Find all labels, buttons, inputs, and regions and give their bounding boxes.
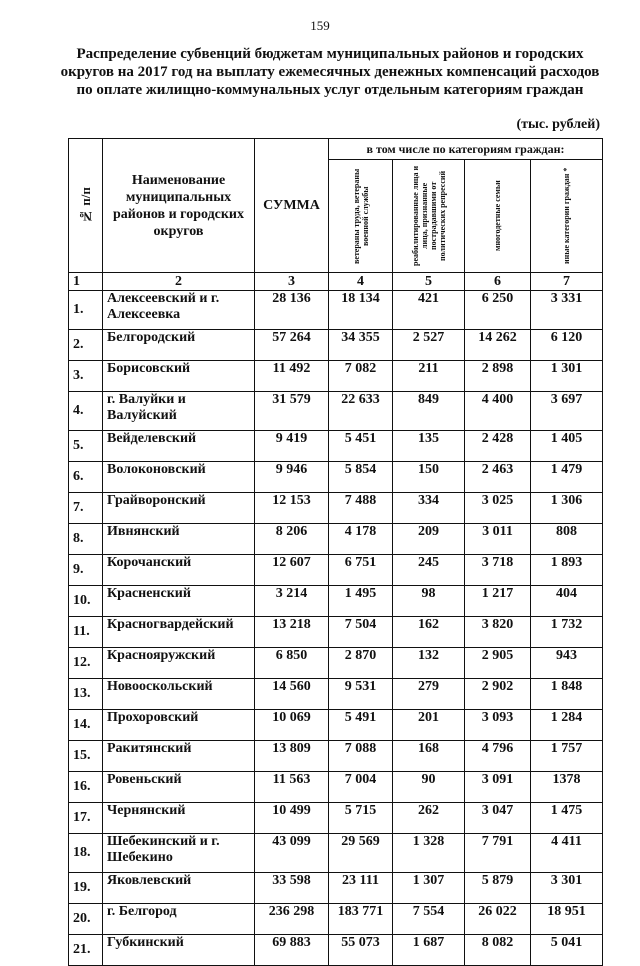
cat2-value: 2 527 xyxy=(393,330,465,361)
cat1-value: 6 751 xyxy=(329,555,393,586)
sum-value: 236 298 xyxy=(255,904,329,935)
row-number: 1. xyxy=(69,291,103,330)
table-row xyxy=(69,710,603,741)
table-row xyxy=(69,524,603,555)
sum-value: 9 946 xyxy=(255,462,329,493)
sum-value: 3 214 xyxy=(255,586,329,617)
cat4-value: 1 479 xyxy=(531,462,603,493)
table-row xyxy=(69,741,603,772)
header-name: Наименование муниципальных районов и городских округов xyxy=(103,139,255,273)
cat3-value: 3 047 xyxy=(465,803,531,834)
cat3-value: 2 898 xyxy=(465,361,531,392)
cat3-value: 14 262 xyxy=(465,330,531,361)
district-name: Губкинский xyxy=(103,935,255,966)
cat2-value: 1 687 xyxy=(393,935,465,966)
district-name: Грайворонский xyxy=(103,493,255,524)
units-label: (тыс. рублей) xyxy=(516,117,600,132)
row-number: 3. xyxy=(69,361,103,392)
subsidy-table xyxy=(68,138,603,966)
header-cat4: иные категории граждан * xyxy=(531,160,603,273)
table-row xyxy=(69,834,603,873)
cat1-value: 4 178 xyxy=(329,524,393,555)
cat1-value: 5 451 xyxy=(329,431,393,462)
row-number: 5. xyxy=(69,431,103,462)
sum-value: 8 206 xyxy=(255,524,329,555)
cat2-value: 7 554 xyxy=(393,904,465,935)
district-name: Волоконовский xyxy=(103,462,255,493)
cat3-value: 6 250 xyxy=(465,291,531,330)
row-number: 18. xyxy=(69,834,103,873)
cat4-value: 6 120 xyxy=(531,330,603,361)
row-number: 2. xyxy=(69,330,103,361)
cat3-value: 2 905 xyxy=(465,648,531,679)
cat4-value: 1 284 xyxy=(531,710,603,741)
cat2-value: 262 xyxy=(393,803,465,834)
cat2-value: 211 xyxy=(393,361,465,392)
district-name: Ровеньский xyxy=(103,772,255,803)
cat4-value: 1 301 xyxy=(531,361,603,392)
table-row xyxy=(69,462,603,493)
table-row xyxy=(69,873,603,904)
cat2-value: 849 xyxy=(393,392,465,431)
cat3-value: 26 022 xyxy=(465,904,531,935)
cat2-value: 150 xyxy=(393,462,465,493)
cat1-value: 34 355 xyxy=(329,330,393,361)
district-name: Ивнянский xyxy=(103,524,255,555)
row-number: 17. xyxy=(69,803,103,834)
district-name: Борисовский xyxy=(103,361,255,392)
cat2-value: 334 xyxy=(393,493,465,524)
sum-value: 12 153 xyxy=(255,493,329,524)
table-row xyxy=(69,392,603,431)
row-number: 13. xyxy=(69,679,103,710)
cat4-value: 1 848 xyxy=(531,679,603,710)
cat4-value: 943 xyxy=(531,648,603,679)
table-row xyxy=(69,586,603,617)
cat1-value: 7 004 xyxy=(329,772,393,803)
cat1-value: 7 504 xyxy=(329,617,393,648)
cat1-value: 7 088 xyxy=(329,741,393,772)
table-row xyxy=(69,617,603,648)
col-number-2: 2 xyxy=(103,273,255,291)
district-name: Белгородский xyxy=(103,330,255,361)
table-row xyxy=(69,361,603,392)
cat3-value: 5 879 xyxy=(465,873,531,904)
table-row xyxy=(69,291,603,330)
row-number: 14. xyxy=(69,710,103,741)
cat2-value: 135 xyxy=(393,431,465,462)
cat4-value: 1 306 xyxy=(531,493,603,524)
cat2-value: 98 xyxy=(393,586,465,617)
header-cat3: многодетные семьи xyxy=(465,160,531,273)
cat3-value: 3 093 xyxy=(465,710,531,741)
row-number: 8. xyxy=(69,524,103,555)
col-number-1: 1 xyxy=(69,273,103,291)
district-name: Прохоровский xyxy=(103,710,255,741)
col-number-3: 3 xyxy=(255,273,329,291)
cat3-value: 2 428 xyxy=(465,431,531,462)
table-row xyxy=(69,330,603,361)
district-name: г. Белгород xyxy=(103,904,255,935)
row-number: 19. xyxy=(69,873,103,904)
row-number: 7. xyxy=(69,493,103,524)
sum-value: 10 069 xyxy=(255,710,329,741)
cat3-value: 3 091 xyxy=(465,772,531,803)
cat1-value: 7 082 xyxy=(329,361,393,392)
cat3-value: 3 718 xyxy=(465,555,531,586)
cat4-value: 3 697 xyxy=(531,392,603,431)
page-number: 159 xyxy=(310,18,330,33)
cat4-value: 4 411 xyxy=(531,834,603,873)
cat1-value: 9 531 xyxy=(329,679,393,710)
cat1-value: 23 111 xyxy=(329,873,393,904)
row-number: 10. xyxy=(69,586,103,617)
row-number: 15. xyxy=(69,741,103,772)
row-number: 11. xyxy=(69,617,103,648)
district-name: Яковлевский xyxy=(103,873,255,904)
district-name: Новооскольский xyxy=(103,679,255,710)
cat3-value: 7 791 xyxy=(465,834,531,873)
sum-value: 6 850 xyxy=(255,648,329,679)
district-name: Краснояружский xyxy=(103,648,255,679)
cat4-value: 5 041 xyxy=(531,935,603,966)
cat2-value: 209 xyxy=(393,524,465,555)
sum-value: 57 264 xyxy=(255,330,329,361)
table-row xyxy=(69,803,603,834)
cat1-value: 5 491 xyxy=(329,710,393,741)
cat1-value: 55 073 xyxy=(329,935,393,966)
cat1-value: 22 633 xyxy=(329,392,393,431)
row-number: 4. xyxy=(69,392,103,431)
cat3-value: 2 463 xyxy=(465,462,531,493)
table-row xyxy=(69,772,603,803)
sum-value: 14 560 xyxy=(255,679,329,710)
cat1-value: 18 134 xyxy=(329,291,393,330)
table-row xyxy=(69,679,603,710)
cat1-value: 183 771 xyxy=(329,904,393,935)
cat4-value: 1 757 xyxy=(531,741,603,772)
cat4-value: 1378 xyxy=(531,772,603,803)
district-name: Алексеевский и г. Алексеевка xyxy=(103,291,255,330)
cat2-value: 1 328 xyxy=(393,834,465,873)
cat4-value: 1 893 xyxy=(531,555,603,586)
district-name: Красненский xyxy=(103,586,255,617)
table-row xyxy=(69,431,603,462)
cat1-value: 29 569 xyxy=(329,834,393,873)
sum-value: 28 136 xyxy=(255,291,329,330)
cat3-value: 3 820 xyxy=(465,617,531,648)
cat3-value: 2 902 xyxy=(465,679,531,710)
table-body xyxy=(69,291,603,966)
district-name: Ракитянский xyxy=(103,741,255,772)
cat4-value: 3 331 xyxy=(531,291,603,330)
cat2-value: 279 xyxy=(393,679,465,710)
row-number: 6. xyxy=(69,462,103,493)
table-row xyxy=(69,555,603,586)
cat2-value: 421 xyxy=(393,291,465,330)
table-row xyxy=(69,935,603,966)
sum-value: 31 579 xyxy=(255,392,329,431)
district-name: Чернянский xyxy=(103,803,255,834)
col-number-6: 6 xyxy=(465,273,531,291)
sum-value: 43 099 xyxy=(255,834,329,873)
sum-value: 11 492 xyxy=(255,361,329,392)
document-title: Распределение субвенций бюджетам муниципальных районов и городских округов на 2017 год на выплату ежемесячных денежных компенсаций расходов по оплате жилищно-коммунальных услуг отдельным категориям граждан xyxy=(60,46,600,98)
sum-value: 11 563 xyxy=(255,772,329,803)
sum-value: 13 218 xyxy=(255,617,329,648)
sum-value: 9 419 xyxy=(255,431,329,462)
cat4-value: 3 301 xyxy=(531,873,603,904)
table-row xyxy=(69,648,603,679)
cat4-value: 1 405 xyxy=(531,431,603,462)
cat2-value: 168 xyxy=(393,741,465,772)
cat4-value: 18 951 xyxy=(531,904,603,935)
cat3-value: 4 796 xyxy=(465,741,531,772)
cat1-value: 5 854 xyxy=(329,462,393,493)
header-sum: СУММА xyxy=(255,139,329,273)
sum-value: 12 607 xyxy=(255,555,329,586)
row-number: 16. xyxy=(69,772,103,803)
sum-value: 69 883 xyxy=(255,935,329,966)
cat4-value: 1 475 xyxy=(531,803,603,834)
sum-value: 13 809 xyxy=(255,741,329,772)
cat1-value: 1 495 xyxy=(329,586,393,617)
district-name: Красногвардейский xyxy=(103,617,255,648)
cat2-value: 90 xyxy=(393,772,465,803)
table-row xyxy=(69,493,603,524)
header-categories: в том числе по категориям граждан: xyxy=(329,139,603,160)
col-number-4: 4 xyxy=(329,273,393,291)
district-name: Корочанский xyxy=(103,555,255,586)
cat3-value: 4 400 xyxy=(465,392,531,431)
row-number: 9. xyxy=(69,555,103,586)
cat4-value: 1 732 xyxy=(531,617,603,648)
col-number-7: 7 xyxy=(531,273,603,291)
cat2-value: 132 xyxy=(393,648,465,679)
cat3-value: 3 011 xyxy=(465,524,531,555)
sum-value: 10 499 xyxy=(255,803,329,834)
cat3-value: 8 082 xyxy=(465,935,531,966)
cat3-value: 1 217 xyxy=(465,586,531,617)
district-name: Вейделевский xyxy=(103,431,255,462)
cat2-value: 245 xyxy=(393,555,465,586)
cat1-value: 2 870 xyxy=(329,648,393,679)
sum-value: 33 598 xyxy=(255,873,329,904)
cat1-value: 5 715 xyxy=(329,803,393,834)
col-number-5: 5 xyxy=(393,273,465,291)
cat4-value: 808 xyxy=(531,524,603,555)
row-number: 20. xyxy=(69,904,103,935)
table-row xyxy=(69,904,603,935)
cat2-value: 162 xyxy=(393,617,465,648)
cat2-value: 1 307 xyxy=(393,873,465,904)
row-number: 12. xyxy=(69,648,103,679)
cat1-value: 7 488 xyxy=(329,493,393,524)
header-num: № п/п xyxy=(69,139,103,273)
cat3-value: 3 025 xyxy=(465,493,531,524)
cat2-value: 201 xyxy=(393,710,465,741)
header-cat1: ветераны труда, ветераны военной службы xyxy=(329,160,393,273)
row-number: 21. xyxy=(69,935,103,966)
district-name: Шебекинский и г. Шебекино xyxy=(103,834,255,873)
header-cat2: реабилитированные лица и лица, признанные пострадавшими от политических репрессий xyxy=(393,160,465,273)
district-name: г. Валуйки и Валуйский xyxy=(103,392,255,431)
cat4-value: 404 xyxy=(531,586,603,617)
